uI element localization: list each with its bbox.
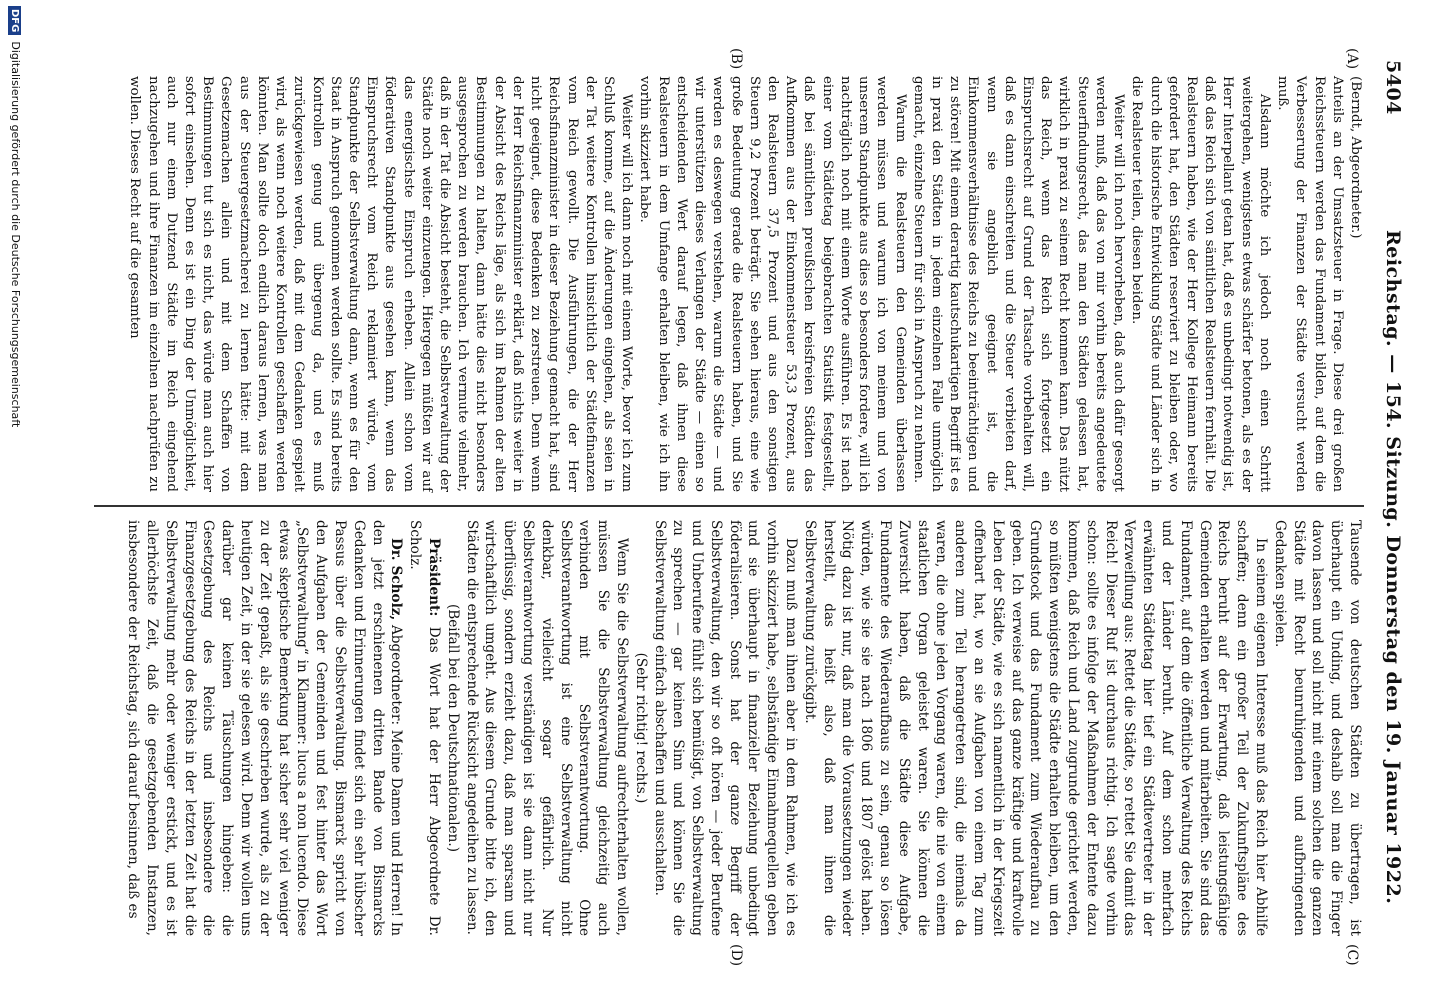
margin-mark-d: (D) [728,944,744,967]
paragraph: Dazu muß man ihnen aber in dem Rahmen, wie ich es vorhin skizziert habe, selbständige Einnahmequellen geben und sie überhaupt in finanzieller Beziehung unbedingt föderalisieren. Sonst hat der ganze Begriff der Selbstverwaltung, den wir so oft hören — jeder Berufene und Unberufene fühlt sich bemüßigt, von Selbstverwaltung zu sprechen — gar keinen Sinn und können Sie die Selbstverwaltung einfach abschaffen und ausschalten. [651,520,800,936]
paragraph: Tausende von deutschen Städten zu übertragen, ist überhaupt ein Unding, und deshalb soll man die Finger davon lassen und soll nicht mit einem solchen die ganzen Städte mit Recht beunruhigenden und aufbringenden Gedanken spielen. [1271,520,1363,936]
margin-mark-b: (B) [728,48,744,70]
footer-text: Digitalisierung gefördert durch die Deutsche Forschungsgemeinschaft [9,41,22,428]
paragraph: Anteils an der Umsatzsteuer in Frage. Diese drei großen Reichssteuern werden das Fundament bilden, auf dem die Verbesserung der Finanzen der Städte versucht werden muß. [1275,76,1345,492]
applause-note: (Sehr richtig! rechts.) [632,652,649,804]
president-line [405,520,443,936]
right-column [94,520,1364,936]
margin-mark-c: (C) [1344,944,1360,966]
paragraph: In seinem eigenen Interesse muß das Reich hier Abhilfe schaffen; denn ein großer Teil der Zukunftspläne des Reichs beruht auf der Erwartung, daß leistungsfähige Gemeinden erhalten werden und mitarbeiten. Sie sind das Fundament, auf dem die öffentliche Verwaltung des Reichs und der Länder beruht. Auf dem schon mehrfach erwähnten Städtetag hier tief ein Städtevertreter in der Verzweiflung aus: Rettet die Städte, so rettet Sie damit das Reich! Dieser Ruf ist durchaus richtig. Ich sagte vorhin schon: sollte es infolge der Maßnahmen der Entente dazu kommen, daß Reich und Land zugrunde gerichtet werden, so müßten wenigstens die Städte erhalten bleiben, um den Grundstock und das Fundament zum Wiederaufbau zu geben. Ich verweise auf das ganze kräftige und kraftvolle Leben der Städte, wie es sich namentlich in der Kriegszeit offenbart hat, wo an sie Aufgaben von einem Tag zum anderen zum Teil herangetreten sind, die niemals da waren, die ohne jeden Vorgang waren, die nie von einem staatlichen Organ geleistet waren. Sie können die Zuversicht haben, daß die Städte diese Aufgabe, Fundamente des Wiederaufbaus zu sein, genau so lösen würden, wie sie sie nach 1806 und 1807 gelöst haben. Nötig dazu ist nur, daß man die Voraussetzungen wieder herstellt, das heißt also, daß man ihnen die Selbstverwaltung zurückgibt. [801,520,1270,936]
president-label: Präsident: [425,538,442,617]
paragraph: Alsdann möchte ich jedoch noch einen Schritt weitergehen, wenigstens etwas schärfer betonen, als es der Herr Interpellant getan hat, daß es unbedingt notwendig ist, daß das Reich sich von sämtlichen Realsteuern fernhält. Die Realsteuern haben, wie der Herr Kollege Heimann bereits gefordert hat, den Städten reserviert zu bleiben oder, wo durch die historische Entwicklung Städte und Länder sich in die Realsteuer teilen, diesen beiden. [1129,76,1272,492]
margin-mark-a: (A) [1344,48,1360,70]
left-column [94,76,1364,492]
page-header [1374,60,1408,940]
page-number: 5404 [1382,60,1404,115]
president-text: Das Wort hat der Herr Abgeordnete Dr. Scholz. [407,520,442,936]
page-title: Reichstag. — 154. Sitzung. Donnerstag den 19. Januar 1922. [1382,230,1404,905]
scholz-paragraph: In den jetzt erschienenen dritten Bande von Bismarcks Gedanken und Erinnerungen findet sich ein sehr hübscher Passus über die Selbstverwaltung. Bismarck spricht von den Aufgaben der Gemeinden und fest hinter das Wort „Selbstverwaltung“ in Klammer: lucus a non lucendo. Diese etwas skeptische Bemerkung hat sicher sehr viel weniger zu der Zeit gepaßt, als sie geschrieben wurde, als zu der heutigen Zeit, in der sie gelesen wird. Denn wir wollen uns darüber gar keinen Täuschungen hingeben: die Gesetzgebung des Reichs und insbesondere die Finanzgesetzgebung des Reichs in der letzten Zeit hat die Selbstverwaltung mehr oder weniger erstickt, und es ist allerhöchste Zeit, daß die gesetzgebenden Instanzen, insbesondere der Reichstag, sich darauf besinnen, daß es [125,520,405,936]
scholz-role: Abgeordneter: Meine Damen und Herren! [388,624,405,918]
scholz-label: Dr. Scholz, [388,538,405,621]
paragraph: Warum die Realsteuern den Gemeinden überlassen werden müssen und warum ich von meinem und von unserem Standpunkte aus dies so besonders fordere, will ich nachträglich noch mit einem Worte ausführen. Es ist nach einer vom Städtetag beigebrachten Statistik festgestellt, daß bei sämtlichen preußischen kreisfreien Städten das Aufkommen aus der Einkommensteuer 53,3 Prozent, aus den Realsteuern 37,5 Prozent und aus den sonstigen Steuern 9,2 Prozent beträgt. Sie sehen hieraus, eine wie große Bedeutung gerade die Realsteuern haben, und Sie werden es deswegen verstehen, warum die Städte — und wir unterstützen dieses Verlangen der Städte — einen so entscheidenden Wert darauf legen, daß ihnen diese Realsteuern in dem Umfange erhalten bleiben, wie ich ihn vorhin skizziert habe. [637,76,908,492]
footer [2,6,22,996]
paragraph: Wenn Sie die Selbstverwaltung aufrechterhalten wollen, müssen Sie die Selbstverwaltung gleichzeitig auch verbinden mit Selbstverantwortung. Ohne Selbstverantwortung ist eine Selbstverwaltung nicht denkbar, vielleicht sogar gefährlich. Nur Selbstverantwortung verständigen ist sie dann nicht nur überflüssig, sondern erzieht dazu, daß man sparsam und wirtschaftlich umgeht. Aus diesem Grunde bitte ich, den Städten die entsprechende Rücksicht angedeihen zu lassen. [463,520,630,936]
scholz-line [123,520,405,936]
dfg-logo: DFG [8,6,21,35]
speaker-line: (Berndt, Abgeordneter.) [1348,76,1363,239]
document-page [9,0,1434,1000]
column-divider [94,505,1364,507]
paragraph: Weiter will ich dann noch mit einem Worte, bevor ich zum Schluß komme, auf die Änderungen eingehen, als seien in der Tat weitere Kontrollen hinsichtlich der Städtefinanzen vom Reich gewollt. Die Ausführungen, die der Herr Reichsfinanzminister in dieser Beziehung gemacht hat, sind nicht geeignet, diese Bedenken zu zerstreuen. Denn wenn der Herr Reichsfinanzminister erklärt, daß nichts weiter in der Absicht des Reichs läge, als sich im Rahmen der alten Bestimmungen zu halten, dann hätte dies nicht besonders ausgesprochen zu werden brauchen. Ich vermute vielmehr, daß in der Tat die Absicht besteht, die Selbstverwaltung der Städte noch weiter einzuengen. Hiergegen müßten wir auf das energischste Einspruch erheben. Allein schon vom föderativen Standpunkte aus gesehen kann, wenn das Einspruchsrecht vom Reich reklamiert würde, vom Standpunkte der Selbstverwaltung dann, wenn es für den Staat in Anspruch genommen werden sollte. Es sind bereits Kontrollen genug und übergenug da, und es muß zurückgewiesen werden, daß mit dem Gedanken gespielt wird, als wenn noch weitere Kontrollen geschaffen werden könnten. Man sollte doch endlich daraus lernen, was man aus der Steuergesetzmacherei zu lernen hätte: mit dem Gesetzemachen allein und mit dem Schaffen von Bestimmungen tut sich es nicht, das würde man auch hier sofort einsehen. Denn es ist ein Ding der Unmöglichkeit, auch nur einem Dutzend Städte im Reich eingehend nachzugehen und ihre Finanzen im einzelnen nachprüfen zu wollen. Dieses Recht auf die gesamten [127,76,635,492]
applause-note: (Beifall bei den Deutschnationalen.) [444,603,461,853]
paragraph: Weiter will ich noch hervorheben, daß auch dafür gesorgt werden muß, daß das von mir vorhin bereits angedeutete Steuerfindungsrecht, das man den Städten gelassen hat, wirklich in praxi zu seinem Recht kommen kann. Das nützt das Reich, wenn das Reich sich fortgesetzt ein Einspruchsrecht auf Grund der Tatsache vorbehalten will, daß es dann einschreiten und die Steuer verbieten darf, wenn sie angeblich geeignet ist, die Einkommensverhältnisse des Reichs zu beeinträchtigen und zu stören! Mit einem derartig kautschukartigen Begriff ist es in praxi den Städten in jedem einzelnen Falle unmöglich gemacht, einzelne Steuern für sich in Anspruch zu nehmen. [910,76,1127,492]
